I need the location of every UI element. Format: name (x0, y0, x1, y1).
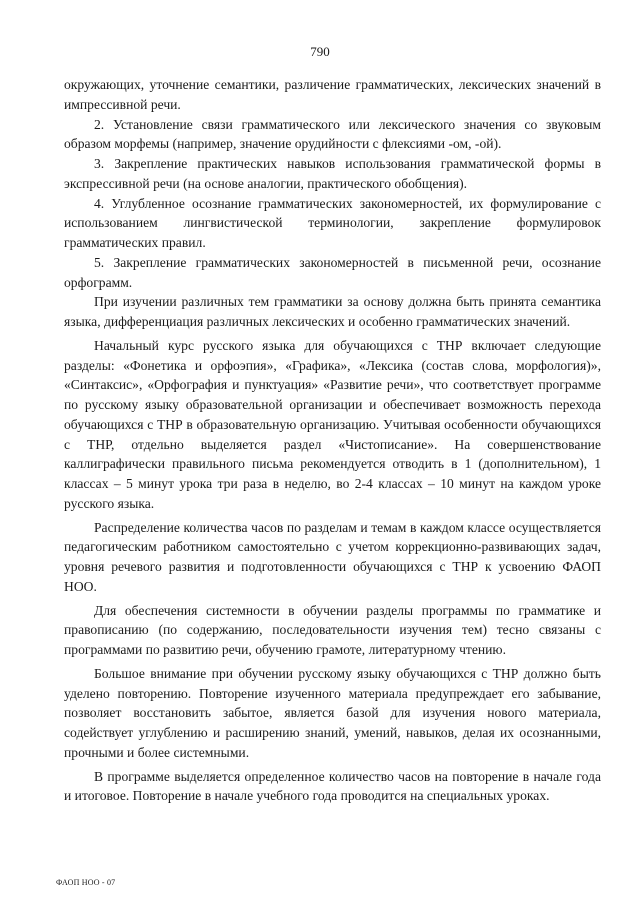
paragraph-item-4: 4. Углубленное осознание грамматических закономерностей, их формулирование с использованием лингвистической терминологии, закрепление формулировок грамматических правил. (64, 195, 601, 250)
paragraph-item-3: 3. Закрепление практических навыков использования грамматической формы в экспрессивной речи (на основе аналогии, практического обобщения). (64, 156, 601, 191)
page-number: 790 (310, 44, 330, 59)
paragraph-course-sections: Начальный курс русского языка для обучающихся с ТНР включает следующие разделы: «Фонетика и орфоэпия», «Графика», «Лексика (состав слова, морфология)», «Синтаксис», «Орфография и пунктуация» «Развитие речи», что соответствует программе по русскому языку образовательной организации и обеспечивает возможность перехода обучающихся с ТНР в образовательную организацию. Учитывая особенности обучающихся с ТНР, отдельно выделяется раздел «Чистописание». На совершенствование каллиграфически правильного письма рекомендуется отводить в 1 (дополнительном), 1 классах – 5 минут урока три раза в неделю, во 2-4 классах – 10 минут на каждом уроке русского языка. (64, 337, 601, 511)
paragraph-repetition-hours: В программе выделяется определенное количество часов на повторение в начале года и итоговое. Повторение в начале учебного года проводится на специальных уроках. (64, 768, 601, 804)
paragraph-systematic-learning: Для обеспечения системности в обучении разделы программы по грамматике и правописанию (по содержанию, последовательности изучения тем) тесно связаны с программами по развитию речи, обучению грамоте, литературному чтению. (64, 602, 601, 657)
paragraph-continuation: окружающих, уточнение семантики, различение грамматических, лексических значений в импрессивной речи. (64, 77, 601, 112)
paragraph-item-2: 2. Установление связи грамматического или лексического значения со звуковым образом морфемы (например, значение орудийности с флексиями -ом, -ой). (64, 116, 601, 152)
paragraph-hours-distribution: Распределение количества часов по разделам и темам в каждом классе осуществляется педагогическим работником самостоятельно с учетом коррекционно-развивающих задач, уровня речевого развития и подготовленности обучающихся с ТНР к усвоению ФАОП НОО. (64, 519, 601, 594)
paragraph-item-5: 5. Закрепление грамматических закономерностей в письменной речи, осознание орфограмм. (64, 254, 601, 290)
paragraph-repetition: Большое внимание при обучении русскому языку обучающихся с ТНР должно быть уделено повторению. Повторение изученного материала предупреждает его забывание, позволяет восстановить забытое, является базой для изучения нового материала, содействует углублению и расширению знаний, умений, навыков, делая их осознанными, прочными и более системными. (64, 665, 601, 760)
body-text (64, 75, 601, 806)
paragraph-grammar-semantics: При изучении различных тем грамматики за основу должна быть принята семантика языка, дифференциация различных лексических и особенно грамматических значений. (64, 294, 601, 329)
footer-code: ФАОП НОО - 07 (56, 878, 116, 887)
